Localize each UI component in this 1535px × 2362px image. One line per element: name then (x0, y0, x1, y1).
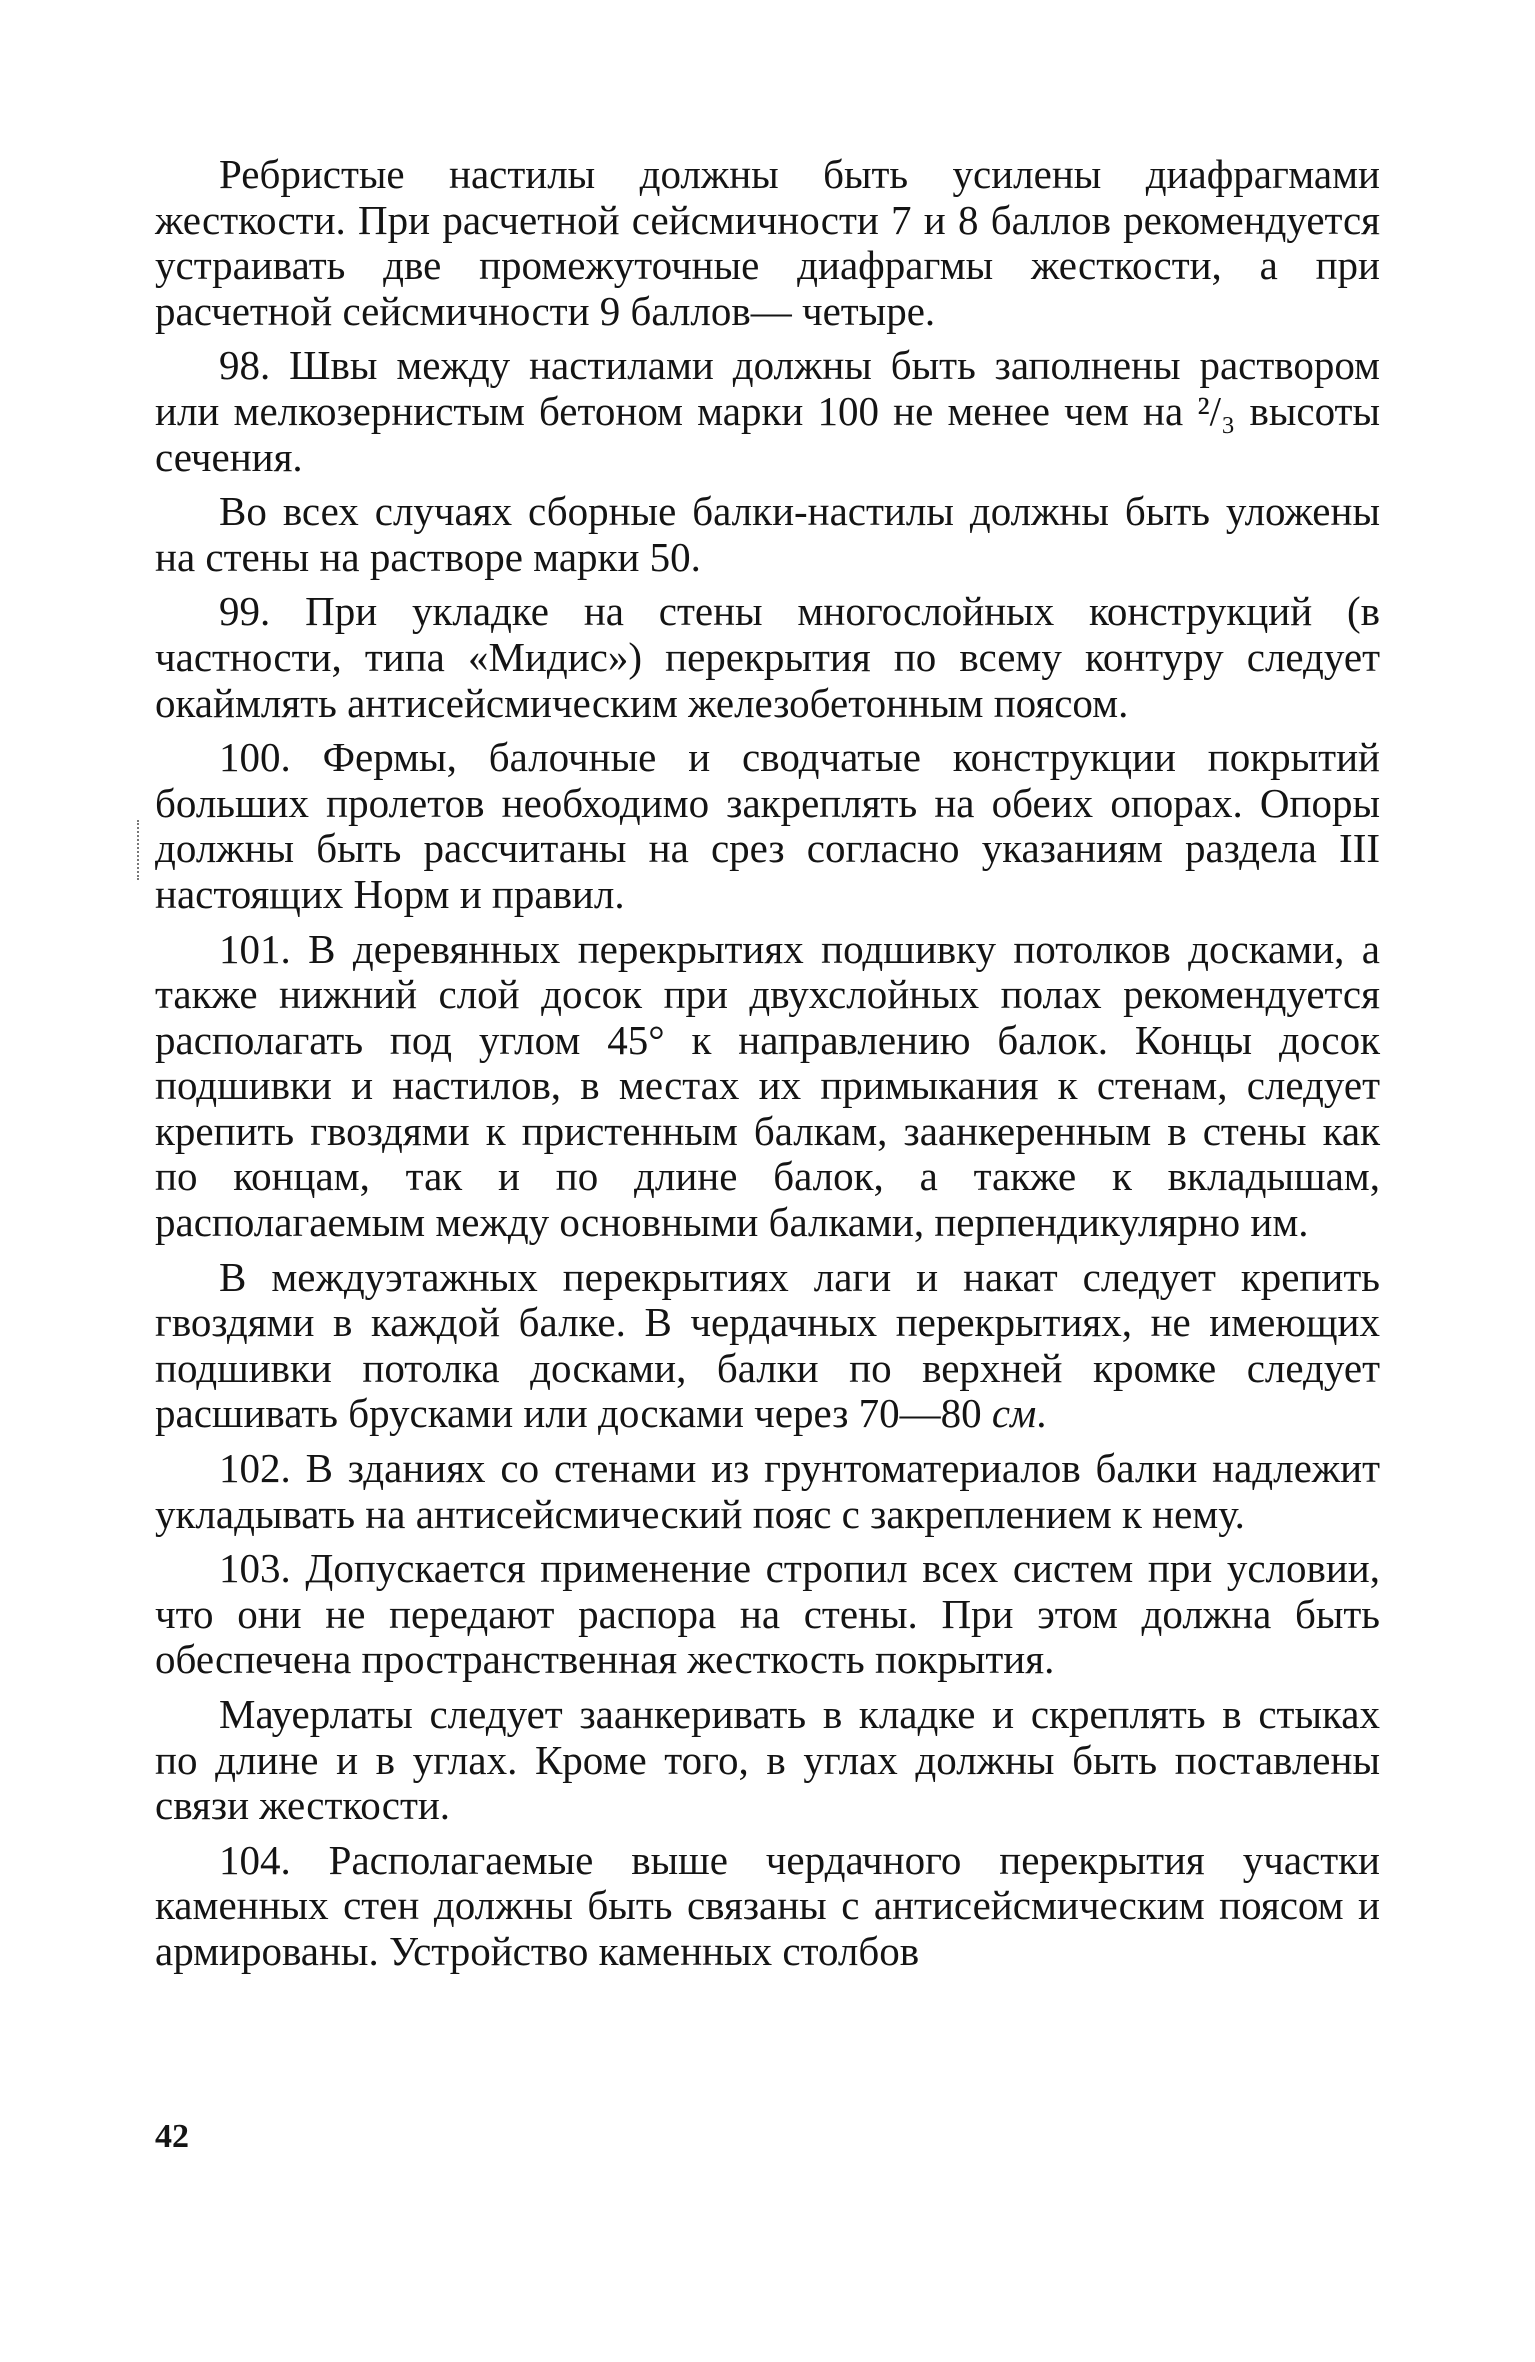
paragraph-interfloor-end: . (1036, 1390, 1047, 1437)
page-number: 42 (155, 2118, 189, 2155)
margin-mark (137, 820, 141, 880)
paragraph-interfloor (155, 1255, 1380, 1437)
paragraph-mauerlat: Мауерлаты следует заанкеривать в кладке и скреплять в стыках по длине и в углах. Кроме того, в углах должны быть поставлены связи жесткости. (155, 1691, 1380, 1829)
paragraph-interfloor-text: В междуэтажных перекрытиях лаги и накат следует крепить гвоздями в каждой балке. В чердачных перекрытиях, не имеющих подшивки потолка досками, балки по верхней кромке следует расшивать брусками или досками через 70—80 (155, 1253, 1380, 1437)
paragraph-99: 99. При укладке на стены многослойных конструкций (в частности, типа «Мидис») перекрытия по всему контуру следует окаймлять антисейсмическим железобетонным поясом. (155, 588, 1380, 726)
paragraph-103: 103. Допускается применение стропил всех систем при условии, что они не передают распора на стены. При этом должна быть обеспечена пространственная жесткость покрытия. (155, 1545, 1380, 1683)
unit-cm: см (991, 1390, 1037, 1437)
paragraph-104: 104. Располагаемые выше чердачного перекрытия участки каменных стен должны быть связаны с антисейсмическим поясом и армированы. Устройство каменных столбов (155, 1836, 1380, 1974)
paragraph-101: 101. В деревянных перекрытиях подшивку потолков досками, а также нижний слой досок при двухслойных полах рекомендуется располагать под углом 45° к направлению балок. Концы досок подшивки и настилов, в местах их примыкания к стенам, следует крепить гвоздями к пристенным балкам, заанкеренным в стены как по концам, так и по длине балок, а также к вкладышам, располагаемым между основными балками, перпендикулярно им. (155, 925, 1380, 1246)
paragraph-102: 102. В зданиях со стенами из грунтоматериалов балки надлежит укладывать на антисейсмический пояс с закреплением к нему. (155, 1445, 1380, 1537)
body-text (155, 152, 1380, 1984)
paragraph-98: 98. Швы между настилами должны быть заполнены раствором или мелкозернистым бетоном марки 100 не менее чем на ²/₃ высоты сечения. (155, 342, 1380, 480)
paragraph-ribbed-decks: Ребристые настилы должны быть усилены диафрагмами жесткости. При расчетной сейсмичности 7 и 8 баллов рекомендуется устраивать две промежуточные диафрагмы жесткости, а при расчетной сейсмичности 9 баллов— четыре. (155, 151, 1380, 334)
paragraph-beams-mortar: Во всех случаях сборные балки-настилы должны быть уложены на стены на растворе марки 50. (155, 488, 1380, 580)
paragraph-100: 100. Фермы, балочные и сводчатые конструкции покрытий больших пролетов необходимо закреплять на обеих опорах. Опоры должны быть рассчитаны на срез согласно указаниям раздела III настоящих Норм и правил. (155, 734, 1380, 917)
